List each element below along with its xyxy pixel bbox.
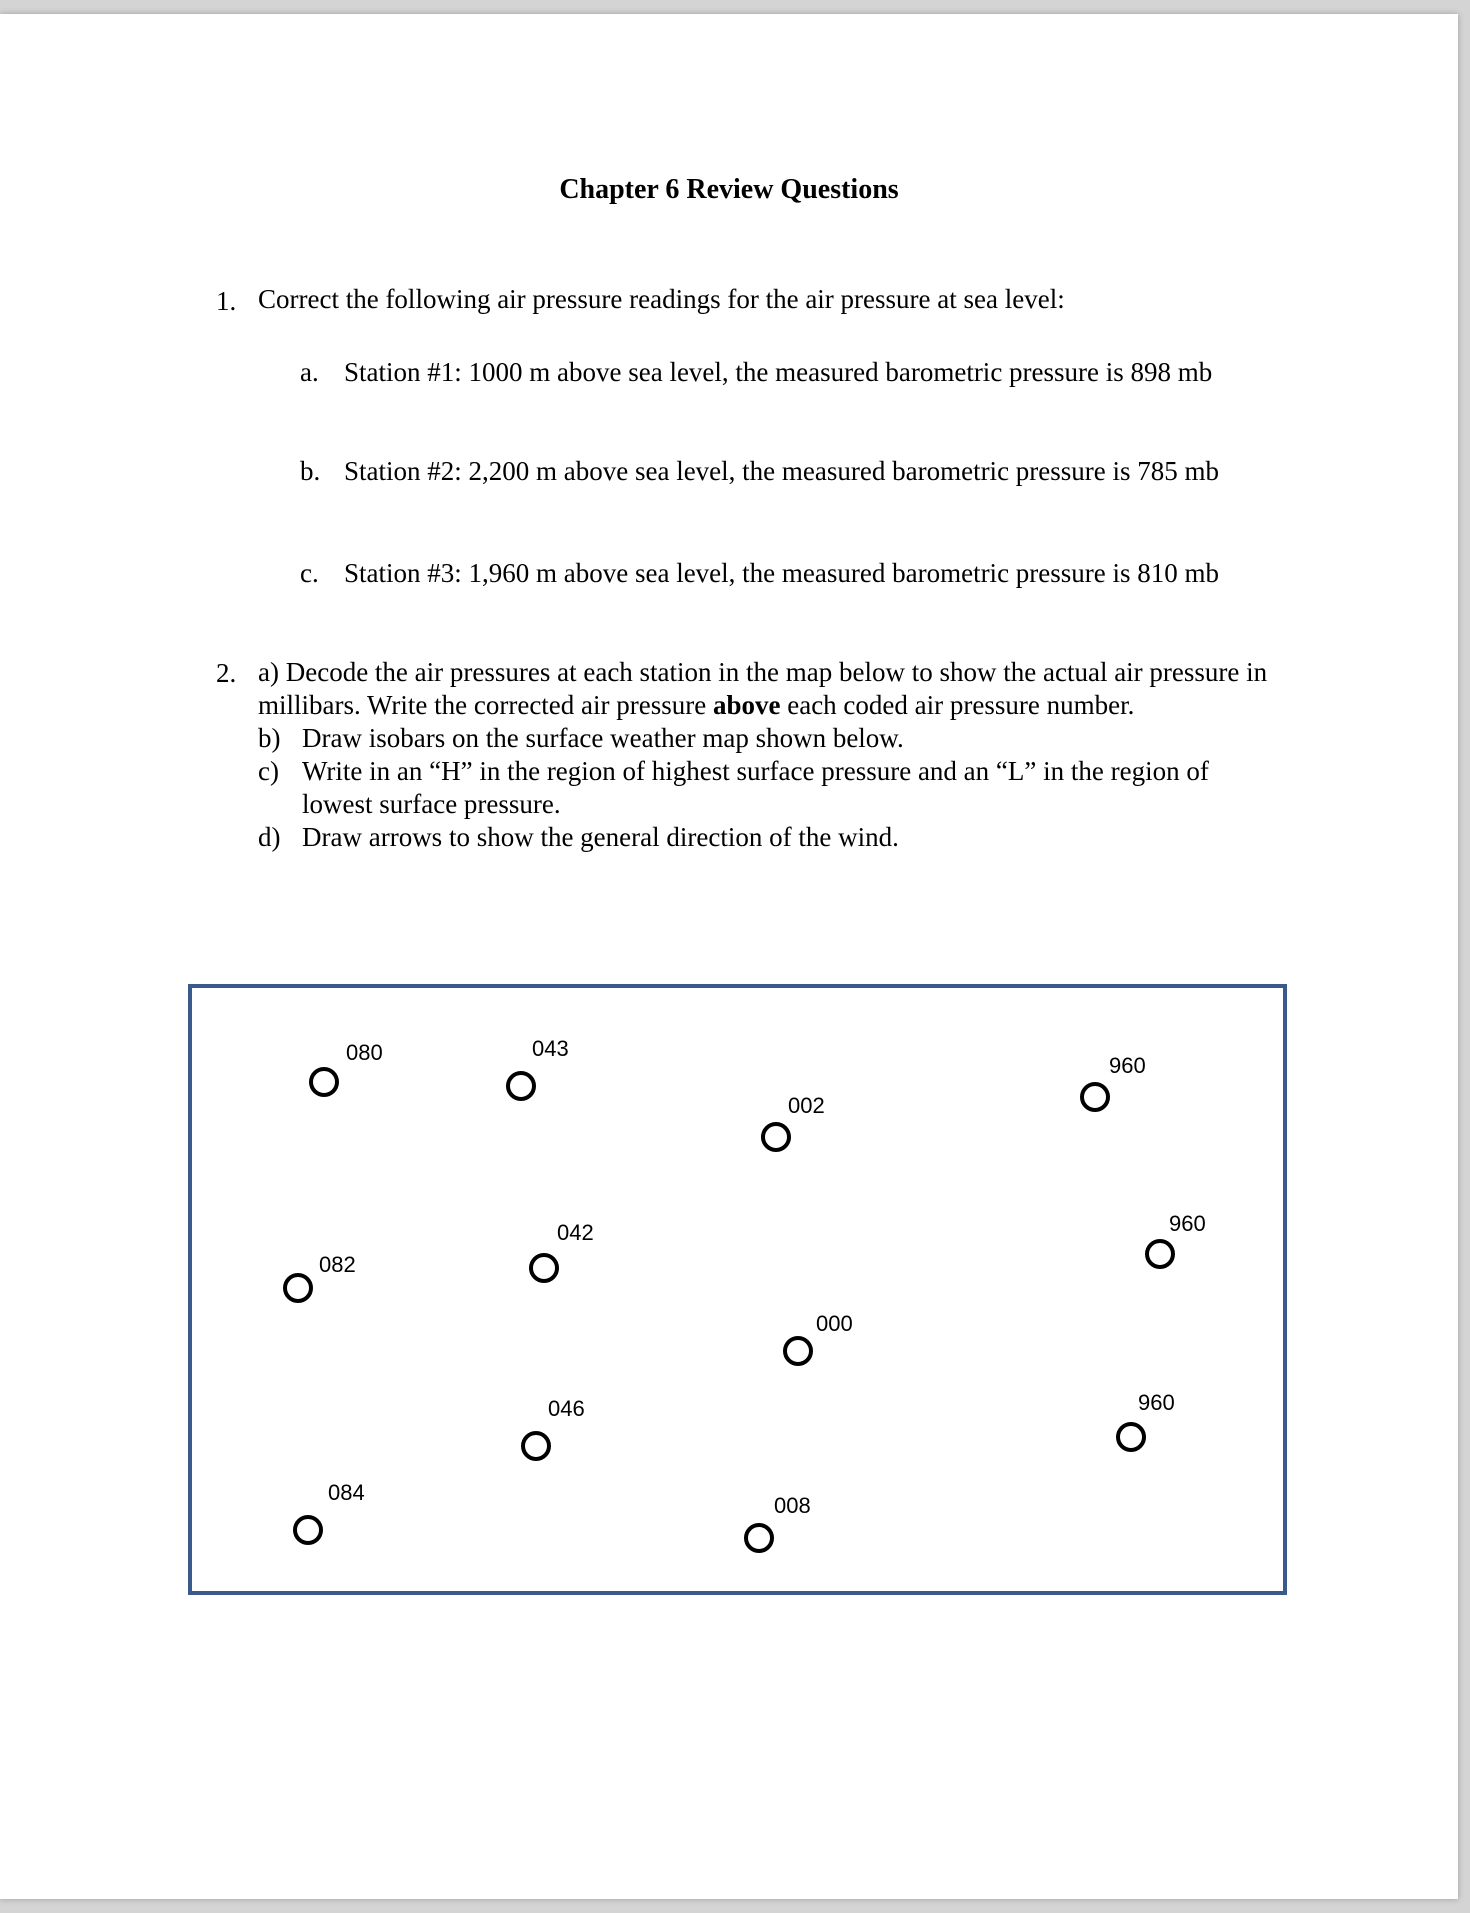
question-2c-text: Write in an “H” in the region of highest surface pressure and an “L” in the region of lowest surface pressure. [302, 756, 1209, 819]
question-2d-label: d) [258, 822, 281, 852]
page-title: Chapter 6 Review Questions [559, 174, 899, 205]
station-label: 084 [328, 1480, 365, 1505]
station-marker [1118, 1424, 1144, 1450]
station-label: 960 [1109, 1053, 1146, 1078]
question-1c-label: c. [300, 558, 319, 588]
question-1b-label: b. [300, 456, 321, 486]
question-1b-text: Station #2: 2,200 m above sea level, the measured barometric pressure is 785 mb [344, 456, 1220, 486]
station-marker [311, 1069, 337, 1095]
question-1-number: 1. [216, 286, 237, 316]
station-label: 082 [319, 1252, 356, 1277]
question-1a-text: Station #1: 1000 m above sea level, the measured barometric pressure is 898 mb [344, 357, 1213, 387]
station-marker [531, 1255, 557, 1281]
station-marker [295, 1517, 321, 1543]
station-label: 008 [774, 1493, 811, 1518]
question-2b-label: b) [258, 723, 281, 753]
station-label: 046 [548, 1396, 585, 1421]
station-label: 080 [346, 1040, 383, 1065]
question-2a-bold-word: above [712, 690, 781, 720]
station-marker [785, 1338, 811, 1364]
question-2d-text: Draw arrows to show the general direction of the wind. [302, 822, 899, 852]
station-marker [1082, 1084, 1108, 1110]
station-label: 960 [1169, 1211, 1206, 1236]
question-2c-label: c) [258, 756, 279, 786]
station-group [285, 1036, 1206, 1551]
station-marker [1147, 1241, 1173, 1267]
question-2b-text: Draw isobars on the surface weather map shown below. [302, 723, 904, 753]
question-2a-text-start: a) Decode the air pressures at each station in the map below to show the actual air pressure in millibars. Write the corrected air pressure [258, 657, 1268, 720]
question-1-text: Correct the following air pressure readings for the air pressure at sea level: [258, 284, 1065, 314]
station-label: 042 [557, 1220, 594, 1245]
question-2-number: 2. [216, 658, 237, 688]
station-marker [523, 1433, 549, 1459]
station-marker [763, 1124, 789, 1150]
station-marker [285, 1275, 311, 1301]
station-marker [746, 1525, 772, 1551]
station-label: 043 [532, 1036, 569, 1061]
question-1a-label: a. [300, 357, 319, 387]
station-marker [508, 1073, 534, 1099]
question-1c-text: Station #3: 1,960 m above sea level, the measured barometric pressure is 810 mb [344, 558, 1220, 588]
station-label: 002 [788, 1093, 825, 1118]
station-label: 000 [816, 1311, 853, 1336]
station-label: 960 [1138, 1390, 1175, 1415]
question-2a-text-end: each coded air pressure number. [780, 690, 1135, 720]
